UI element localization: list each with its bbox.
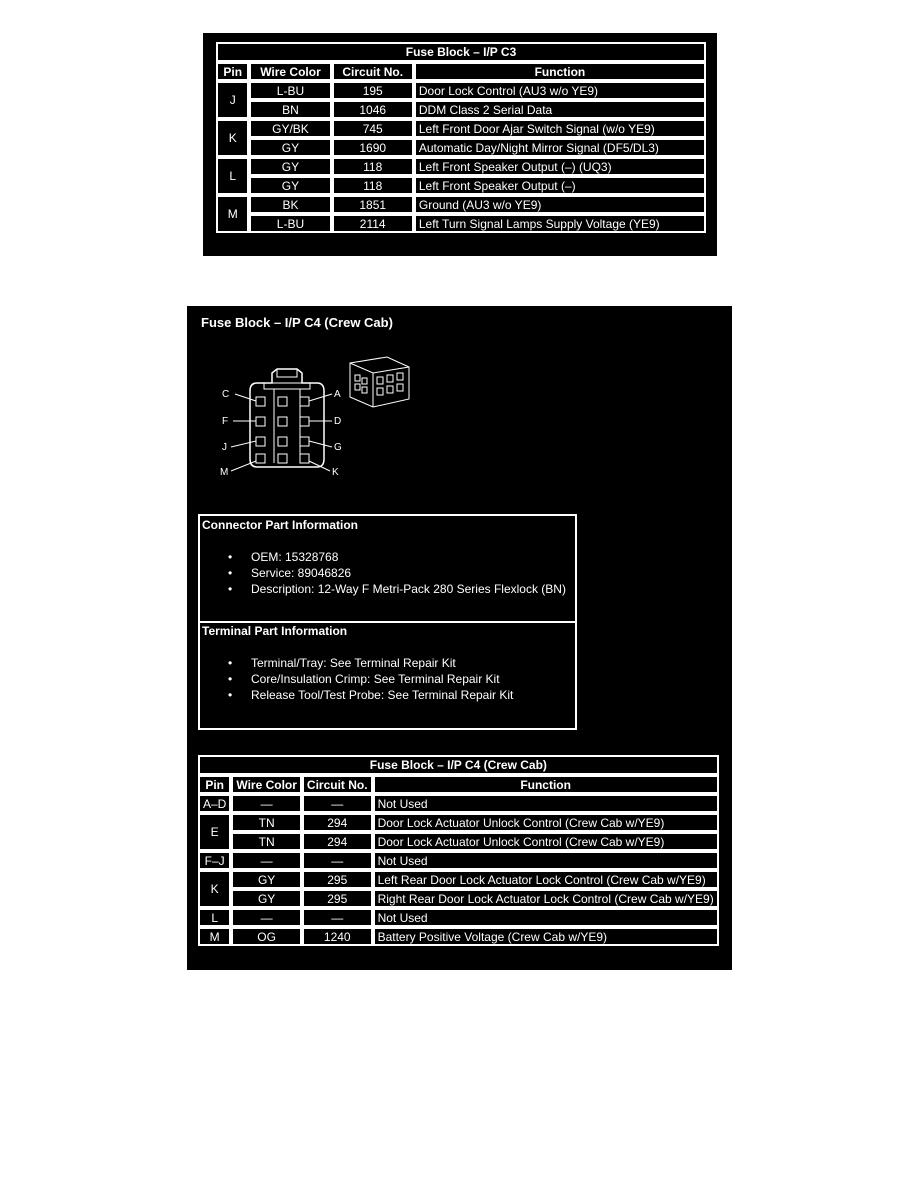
wire-color-cell: — bbox=[231, 908, 302, 927]
wire-color-cell: GY bbox=[249, 157, 331, 176]
label-pin-f: F bbox=[222, 416, 229, 427]
label-pin-j: J bbox=[222, 442, 227, 453]
table-row bbox=[216, 138, 706, 157]
pin-cell: K bbox=[216, 119, 249, 157]
function-cell: Not Used bbox=[373, 851, 719, 870]
circuit-cell: — bbox=[302, 794, 373, 813]
label-pin-d: D bbox=[334, 416, 342, 427]
table-row bbox=[216, 157, 706, 176]
c3-table-title: Fuse Block – I/P C3 bbox=[216, 42, 706, 62]
wire-color-cell: TN bbox=[231, 813, 302, 832]
pin-cell: F–J bbox=[198, 851, 231, 870]
wire-color-cell: L-BU bbox=[249, 214, 331, 233]
label-pin-m: M bbox=[220, 467, 229, 478]
label-pin-a: A bbox=[334, 389, 341, 400]
header-circuit-no: Circuit No. bbox=[302, 775, 373, 794]
connector-part-info-heading: Connector Part Information bbox=[202, 518, 359, 532]
circuit-cell: 294 bbox=[302, 813, 373, 832]
cavity-g bbox=[300, 437, 309, 446]
connector-part-info-list bbox=[200, 549, 575, 597]
cavity-e bbox=[278, 417, 287, 426]
cavity-b bbox=[278, 397, 287, 406]
function-cell: Left Front Speaker Output (–) bbox=[414, 176, 706, 195]
cavity-l bbox=[278, 454, 287, 463]
header-function: Function bbox=[373, 775, 719, 794]
c3-pinout-table bbox=[216, 42, 706, 233]
function-cell: Left Front Speaker Output (–) (UQ3) bbox=[414, 157, 706, 176]
header-wire-color: Wire Color bbox=[231, 775, 302, 794]
circuit-cell: 295 bbox=[302, 889, 373, 908]
wire-color-cell: — bbox=[231, 851, 302, 870]
function-cell: Door Lock Actuator Unlock Control (Crew Cab w/YE9) bbox=[373, 832, 719, 851]
header-pin: Pin bbox=[216, 62, 249, 81]
circuit-cell: 745 bbox=[332, 119, 414, 138]
list-item: • Service: 89046826 bbox=[228, 566, 352, 580]
circuit-cell: — bbox=[302, 851, 373, 870]
wire-color-cell: L-BU bbox=[249, 81, 331, 100]
table-row bbox=[216, 176, 706, 195]
header-function: Function bbox=[414, 62, 706, 81]
c4-panel bbox=[187, 306, 732, 970]
connector-rib bbox=[264, 383, 310, 389]
circuit-cell: 295 bbox=[302, 870, 373, 889]
pin-cell: J bbox=[216, 81, 249, 119]
function-cell: Left Rear Door Lock Actuator Lock Control (Crew Cab w/YE9) bbox=[373, 870, 719, 889]
pin-cell: L bbox=[216, 157, 249, 195]
wire-color-cell: GY bbox=[231, 870, 302, 889]
wire-color-cell: BK bbox=[249, 195, 331, 214]
function-cell: Battery Positive Voltage (Crew Cab w/YE9) bbox=[373, 927, 719, 946]
table-row bbox=[198, 927, 719, 946]
connector-iso-view bbox=[350, 357, 409, 407]
cavity-k bbox=[300, 454, 309, 463]
pin-cell: E bbox=[198, 813, 231, 851]
header-circuit-no: Circuit No. bbox=[332, 62, 414, 81]
c4-table-title: Fuse Block – I/P C4 (Crew Cab) bbox=[198, 755, 719, 775]
c4-pinout-table bbox=[198, 755, 719, 946]
function-cell: Ground (AU3 w/o YE9) bbox=[414, 195, 706, 214]
header-pin: Pin bbox=[198, 775, 231, 794]
c4-panel-title: Fuse Block – I/P C4 (Crew Cab) bbox=[201, 315, 393, 330]
table-row bbox=[216, 195, 706, 214]
terminal-part-info-heading: Terminal Part Information bbox=[202, 624, 348, 638]
table-row bbox=[216, 119, 706, 138]
function-cell: Not Used bbox=[373, 908, 719, 927]
part-information-box bbox=[198, 514, 577, 730]
circuit-cell: 1851 bbox=[332, 195, 414, 214]
list-item: • Core/Insulation Crimp: See Terminal Repair Kit bbox=[228, 672, 500, 686]
function-cell: Not Used bbox=[373, 794, 719, 813]
table-row bbox=[198, 813, 719, 832]
pin-cell: M bbox=[198, 927, 231, 946]
table-row bbox=[198, 832, 719, 851]
table-row bbox=[198, 851, 719, 870]
table-row bbox=[216, 100, 706, 119]
circuit-cell: 195 bbox=[332, 81, 414, 100]
header-wire-color: Wire Color bbox=[249, 62, 331, 81]
connector-part-info bbox=[200, 516, 575, 597]
circuit-cell: 2114 bbox=[332, 214, 414, 233]
cavity-d bbox=[300, 417, 309, 426]
c3-panel bbox=[203, 33, 717, 256]
list-item: • Terminal/Tray: See Terminal Repair Kit bbox=[228, 656, 456, 670]
table-row bbox=[198, 889, 719, 908]
circuit-cell: 294 bbox=[302, 832, 373, 851]
table-row bbox=[198, 908, 719, 927]
table-row bbox=[216, 214, 706, 233]
circuit-cell: 1046 bbox=[332, 100, 414, 119]
circuit-cell: 118 bbox=[332, 157, 414, 176]
function-cell: Left Turn Signal Lamps Supply Voltage (YE9) bbox=[414, 214, 706, 233]
cavity-a bbox=[300, 397, 309, 406]
label-pin-c: C bbox=[222, 389, 230, 400]
cavity-h bbox=[278, 437, 287, 446]
pin-cell: A–D bbox=[198, 794, 231, 813]
table-row bbox=[198, 870, 719, 889]
function-cell: Left Front Door Ajar Switch Signal (w/o YE9) bbox=[414, 119, 706, 138]
wire-color-cell: OG bbox=[231, 927, 302, 946]
wire-color-cell: TN bbox=[231, 832, 302, 851]
connector-latch bbox=[277, 369, 297, 377]
table-row bbox=[216, 81, 706, 100]
wire-color-cell: GY/BK bbox=[249, 119, 331, 138]
circuit-cell: — bbox=[302, 908, 373, 927]
label-pin-g: G bbox=[334, 442, 342, 453]
pin-cell: M bbox=[216, 195, 249, 233]
pin-cell: K bbox=[198, 870, 231, 908]
function-cell: DDM Class 2 Serial Data bbox=[414, 100, 706, 119]
cavity-j bbox=[256, 437, 265, 446]
wire-color-cell: GY bbox=[249, 176, 331, 195]
wire-color-cell: — bbox=[231, 794, 302, 813]
terminal-part-info-list bbox=[200, 655, 575, 703]
label-pin-k: K bbox=[332, 467, 339, 478]
function-cell: Automatic Day/Night Mirror Signal (DF5/DL3) bbox=[414, 138, 706, 157]
cavity-f bbox=[256, 417, 265, 426]
wire-color-cell: GY bbox=[231, 889, 302, 908]
table-row bbox=[198, 794, 719, 813]
function-cell: Door Lock Actuator Unlock Control (Crew Cab w/YE9) bbox=[373, 813, 719, 832]
cavity-c bbox=[256, 397, 265, 406]
circuit-cell: 1240 bbox=[302, 927, 373, 946]
pin-cell: L bbox=[198, 908, 231, 927]
connector-face-diagram bbox=[217, 351, 417, 491]
cavity-m bbox=[256, 454, 265, 463]
list-item: • Description: 12-Way F Metri-Pack 280 Series Flexlock (BN) bbox=[228, 582, 566, 596]
wire-color-cell: BN bbox=[249, 100, 331, 119]
circuit-cell: 118 bbox=[332, 176, 414, 195]
circuit-cell: 1690 bbox=[332, 138, 414, 157]
terminal-part-info bbox=[200, 622, 575, 703]
list-item: • OEM: 15328768 bbox=[228, 550, 339, 564]
function-cell: Right Rear Door Lock Actuator Lock Control (Crew Cab w/YE9) bbox=[373, 889, 719, 908]
list-item: • Release Tool/Test Probe: See Terminal Repair Kit bbox=[228, 688, 514, 702]
wire-color-cell: GY bbox=[249, 138, 331, 157]
function-cell: Door Lock Control (AU3 w/o YE9) bbox=[414, 81, 706, 100]
